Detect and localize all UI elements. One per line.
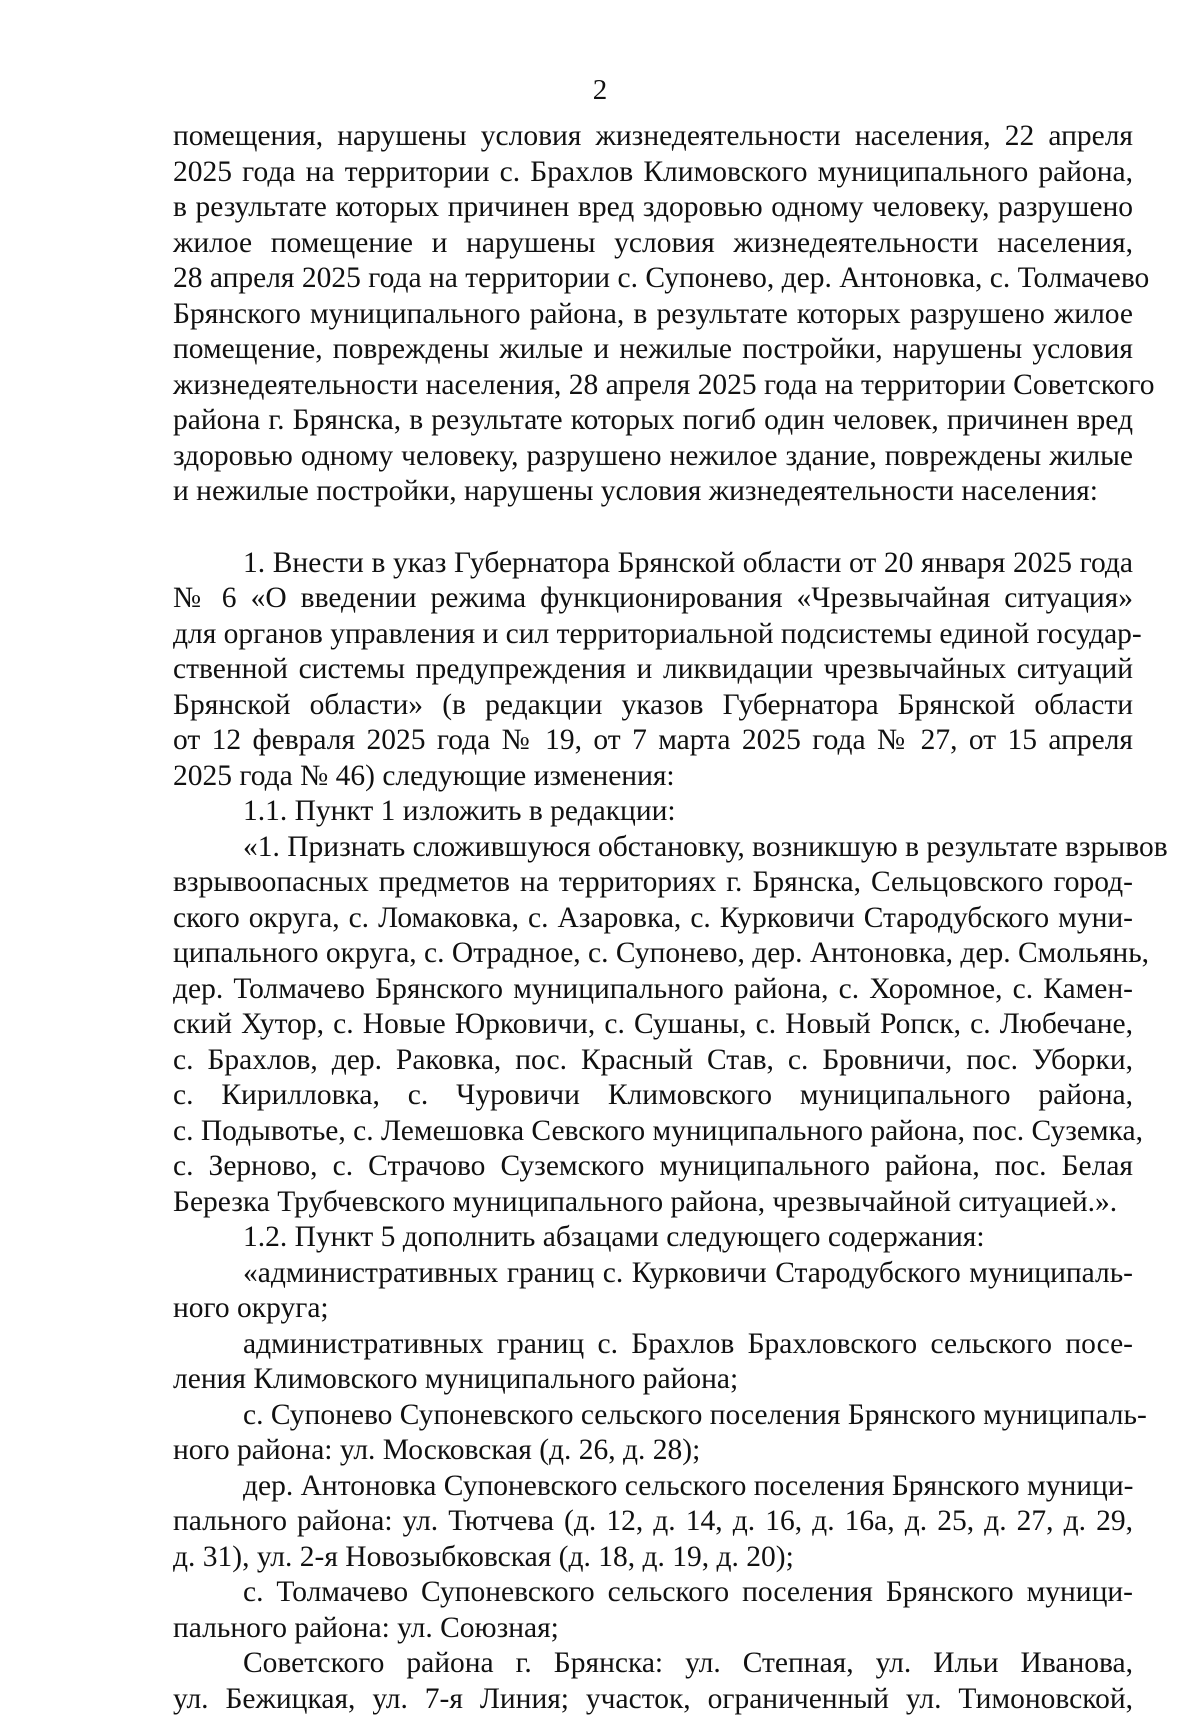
text-line: в результате которых причинен вред здоровью одному человеку, разрушено	[173, 190, 1133, 226]
page-number: 2	[0, 72, 1200, 108]
text-line: д. 31), ул. 2-я Новозыбковская (д. 18, д. 19, д. 20);	[173, 1540, 1133, 1576]
text-line: ул. Бежицкая, ул. 7-я Линия; участок, ограниченный ул. Тимоновской,	[173, 1682, 1133, 1717]
text-line: и нежилые постройки, нарушены условия жизнедеятельности населения:	[173, 474, 1133, 510]
text-line: с. Зерново, с. Страчово Суземского муниципального района, пос. Белая	[173, 1149, 1133, 1185]
item-1-2-paragraph	[173, 1327, 1133, 1398]
text-line: Березка Трубчевского муниципального района, чрезвычайной ситуацией.».	[173, 1185, 1133, 1221]
item-1-1-paragraph	[173, 830, 1133, 1221]
item-1-2-paragraph	[173, 1646, 1133, 1717]
text-line: ного округа;	[173, 1291, 1133, 1327]
text-line: с. Супонево Супоневского сельского поселения Брянского муниципаль-	[173, 1398, 1133, 1434]
text-line: ского округа, с. Ломаковка, с. Азаровка, с. Курковичи Стародубского муни-	[173, 901, 1133, 937]
text-line: дер. Толмачево Брянского муниципального района, с. Хоромное, с. Камен-	[173, 972, 1133, 1008]
document-body	[173, 119, 1133, 1717]
text-line: помещения, нарушены условия жизнедеятельности населения, 22 апреля	[173, 119, 1133, 155]
item-1-2-heading: 1.2. Пункт 5 дополнить абзацами следующего содержания:	[173, 1220, 1133, 1256]
text-line: ного района: ул. Московская (д. 26, д. 28);	[173, 1433, 1133, 1469]
text-line: 2025 года на территории с. Брахлов Климовского муниципального района,	[173, 155, 1133, 191]
text-line: пального района: ул. Союзная;	[173, 1611, 1133, 1647]
text-line: «1. Признать сложившуюся обстановку, возникшую в результате взрывов	[173, 830, 1133, 866]
text-line: здоровью одному человеку, разрушено нежилое здание, повреждены жилые	[173, 439, 1133, 475]
text-line: района г. Брянска, в результате которых погиб один человек, причинен вред	[173, 403, 1133, 439]
text-line: ственной системы предупреждения и ликвидации чрезвычайных ситуаций	[173, 652, 1133, 688]
text-line: пального района: ул. Тютчева (д. 12, д. 14, д. 16, д. 16а, д. 25, д. 27, д. 29,	[173, 1504, 1133, 1540]
paragraph-spacer	[173, 510, 1133, 546]
text-line: жизнедеятельности населения, 28 апреля 2025 года на территории Советского	[173, 368, 1133, 404]
text-line: 2025 года № 46) следующие изменения:	[173, 759, 1133, 795]
text-line: Брянского муниципального района, в результате которых разрушено жилое	[173, 297, 1133, 333]
item-1-1-heading: 1.1. Пункт 1 изложить в редакции:	[173, 794, 1133, 830]
preamble-paragraph	[173, 119, 1133, 510]
text-line: с. Толмачево Супоневского сельского поселения Брянского муници-	[173, 1575, 1133, 1611]
text-line: для органов управления и сил территориальной подсистемы единой государ-	[173, 617, 1133, 653]
text-line: с. Подывотье, с. Лемешовка Севского муниципального района, пос. Суземка,	[173, 1114, 1133, 1150]
text-line: № 6 «О введении режима функционирования «Чрезвычайная ситуация»	[173, 581, 1133, 617]
text-line: 1. Внести в указ Губернатора Брянской области от 20 января 2025 года	[173, 546, 1133, 582]
text-line: от 12 февраля 2025 года № 19, от 7 марта 2025 года № 27, от 15 апреля	[173, 723, 1133, 759]
item-1-2-paragraph	[173, 1256, 1133, 1327]
text-line: ципального округа, с. Отрадное, с. Супонево, дер. Антоновка, дер. Смольянь,	[173, 936, 1133, 972]
text-line: дер. Антоновка Супоневского сельского поселения Брянского муници-	[173, 1469, 1133, 1505]
item-1-paragraph	[173, 546, 1133, 795]
text-line: помещение, повреждены жилые и нежилые постройки, нарушены условия	[173, 332, 1133, 368]
text-line: с. Кирилловка, с. Чуровичи Климовского муниципального района,	[173, 1078, 1133, 1114]
item-1-2-paragraph	[173, 1398, 1133, 1469]
text-line: жилое помещение и нарушены условия жизнедеятельности населения,	[173, 226, 1133, 262]
text-line: Брянской области» (в редакции указов Губернатора Брянской области	[173, 688, 1133, 724]
text-line: ский Хутор, с. Новые Юрковичи, с. Сушаны, с. Новый Ропск, с. Любечане,	[173, 1007, 1133, 1043]
text-line: Советского района г. Брянска: ул. Степная, ул. Ильи Иванова,	[173, 1646, 1133, 1682]
text-line: взрывоопасных предметов на территориях г. Брянска, Сельцовского город-	[173, 865, 1133, 901]
text-line: ления Климовского муниципального района;	[173, 1362, 1133, 1398]
item-1-2-paragraph	[173, 1469, 1133, 1576]
text-line: административных границ с. Брахлов Брахловского сельского посе-	[173, 1327, 1133, 1363]
item-1-2-paragraph	[173, 1575, 1133, 1646]
text-line: с. Брахлов, дер. Раковка, пос. Красный Став, с. Бровничи, пос. Уборки,	[173, 1043, 1133, 1079]
text-line: 28 апреля 2025 года на территории с. Супонево, дер. Антоновка, с. Толмачево	[173, 261, 1133, 297]
text-line: «административных границ с. Курковичи Стародубского муниципаль-	[173, 1256, 1133, 1292]
